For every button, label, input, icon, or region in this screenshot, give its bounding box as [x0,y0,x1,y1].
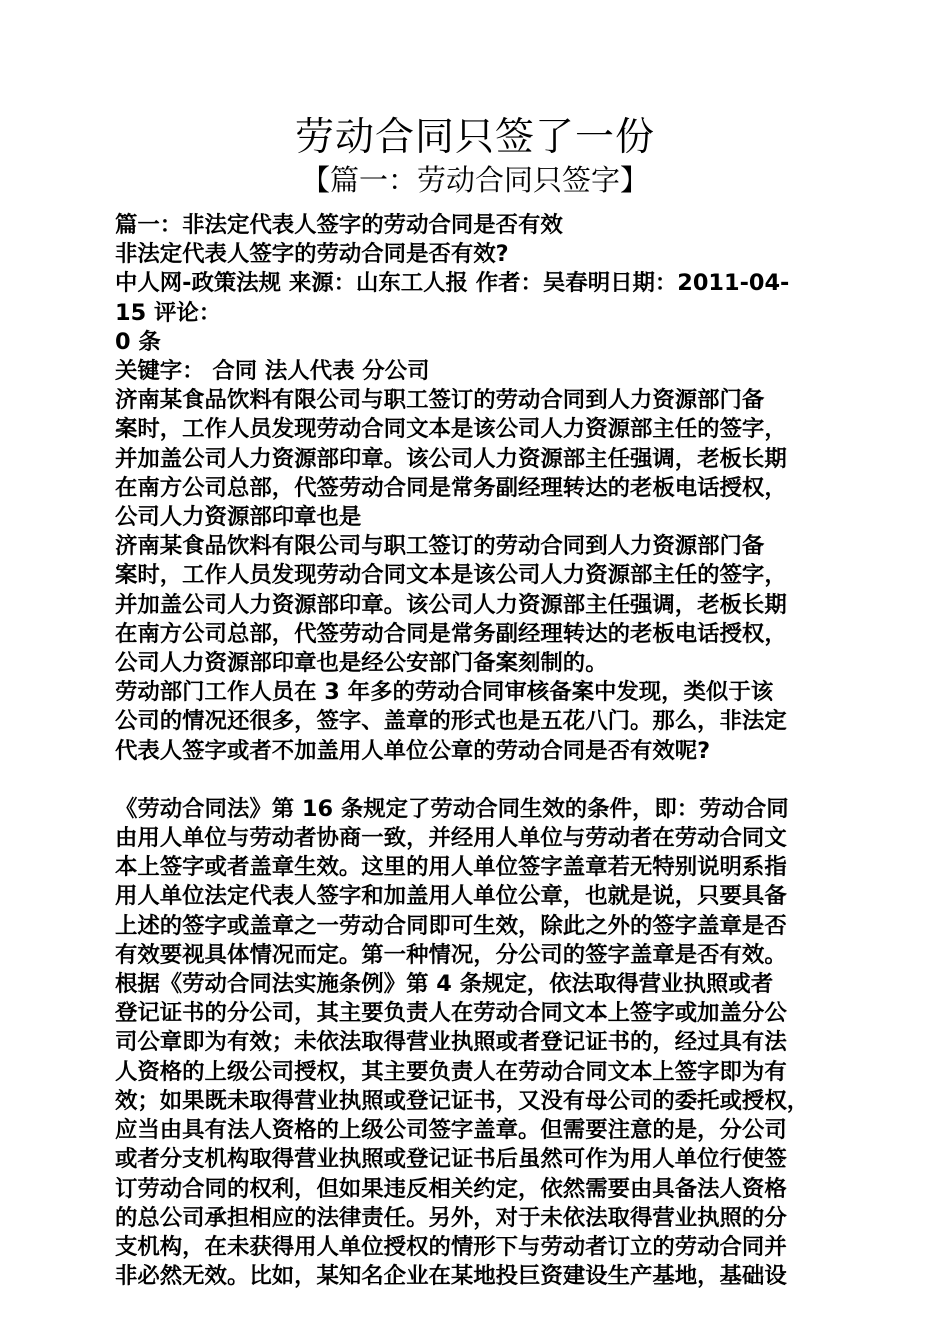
body-line: 15 评论： [115,299,222,326]
body-line: 济南某食品饮料有限公司与职工签订的劳动合同到人力资源部门备 [115,387,765,414]
body-line: 本上签字或者盖章生效。这里的用人单位签字盖章若无特别说明系指 [115,854,787,881]
body-line: 非法定代表人签字的劳动合同是否有效? [115,241,509,268]
body-line: 公司人力资源部印章也是 [115,504,362,531]
body-line: 应当由具有法人资格的上级公司签字盖章。但需要注意的是，分公司 [115,1117,787,1144]
body-line: 人资格的上级公司授权，其主要负责人在劳动合同文本上签字即为有 [115,1058,787,1085]
body-line: 代表人签字或者不加盖用人单位公章的劳动合同是否有效呢? [115,737,711,764]
body-line: 用人单位法定代表人签字和加盖用人单位公章，也就是说，只要具备 [115,883,787,910]
body-line: 关键字： 合同 法人代表 分公司 [115,358,430,385]
body-line: 由用人单位与劳动者协商一致，并经用人单位与劳动者在劳动合同文 [115,825,787,852]
body-line: 订劳动合同的权利，但如果违反相关约定，依然需要由具备法人资格 [115,1175,787,1202]
body-line: 非必然无效。比如，某知名企业在某地投巨资建设生产基地，基础设 [115,1263,787,1290]
body-line [115,766,850,795]
body-line: 案时，工作人员发现劳动合同文本是该公司人力资源部主任的签字， [115,562,787,589]
body-line: 济南某食品饮料有限公司与职工签订的劳动合同到人力资源部门备 [115,533,765,560]
body-line: 并加盖公司人力资源部印章。该公司人力资源部主任强调，老板长期 [115,445,787,472]
body-line: 公司人力资源部印章也是经公安部门备案刻制的。 [115,650,608,677]
body-line: 劳动部门工作人员在 3 年多的劳动合同审核备案中发现，类似于该 [115,679,774,706]
body-line: 中人网-政策法规 来源：山东工人报 作者：吴春明日期：2011-04- [115,270,790,297]
body-line: 效；如果既未取得营业执照或登记证书，又没有母公司的委托或授权， [115,1087,810,1114]
body-line: 的总公司承担相应的法律责任。另外，对于未依法取得营业执照的分 [115,1204,787,1231]
body-line: 根据《劳动合同法实施条例》第 4 条规定，依法取得营业执照或者 [115,971,774,998]
body-line: 公司的情况还很多，签字、盖章的形式也是五花八门。那么，非法定 [115,708,787,735]
body-line: 司公章即为有效；未依法取得营业执照或者登记证书的，经过具有法 [115,1029,787,1056]
body-line: 篇一：非法定代表人签字的劳动合同是否有效 [115,212,563,238]
document-body [115,211,850,1291]
document-subtitle: 【篇一：劳动合同只签字】 [300,163,649,197]
body-line: 上述的签字或盖章之一劳动合同即可生效，除此之外的签字盖章是否 [115,912,787,939]
body-line: 在南方公司总部，代签劳动合同是常务副经理转达的老板电话授权， [115,474,787,501]
body-line: 支机构，在未获得用人单位授权的情形下与劳动者订立的劳动合同并 [115,1233,787,1260]
body-line: 并加盖公司人力资源部印章。该公司人力资源部主任强调，老板长期 [115,591,787,618]
body-line: 在南方公司总部，代签劳动合同是常务副经理转达的老板电话授权， [115,620,787,647]
body-line: 或者分支机构取得营业执照或登记证书后虽然可作为用人单位行使签 [115,1146,787,1173]
body-line: 有效要视具体情况而定。第一种情况，分公司的签字盖章是否有效。 [115,941,787,968]
body-line: 登记证书的分公司，其主要负责人在劳动合同文本上签字或加盖分公 [115,1000,787,1027]
body-line: 《劳动合同法》第 16 条规定了劳动合同生效的条件，即：劳动合同 [115,795,789,822]
body-line: 0 条 [115,328,161,355]
document-title: 劳动合同只签了一份 [294,115,655,160]
body-line: 案时，工作人员发现劳动合同文本是该公司人力资源部主任的签字， [115,416,787,443]
